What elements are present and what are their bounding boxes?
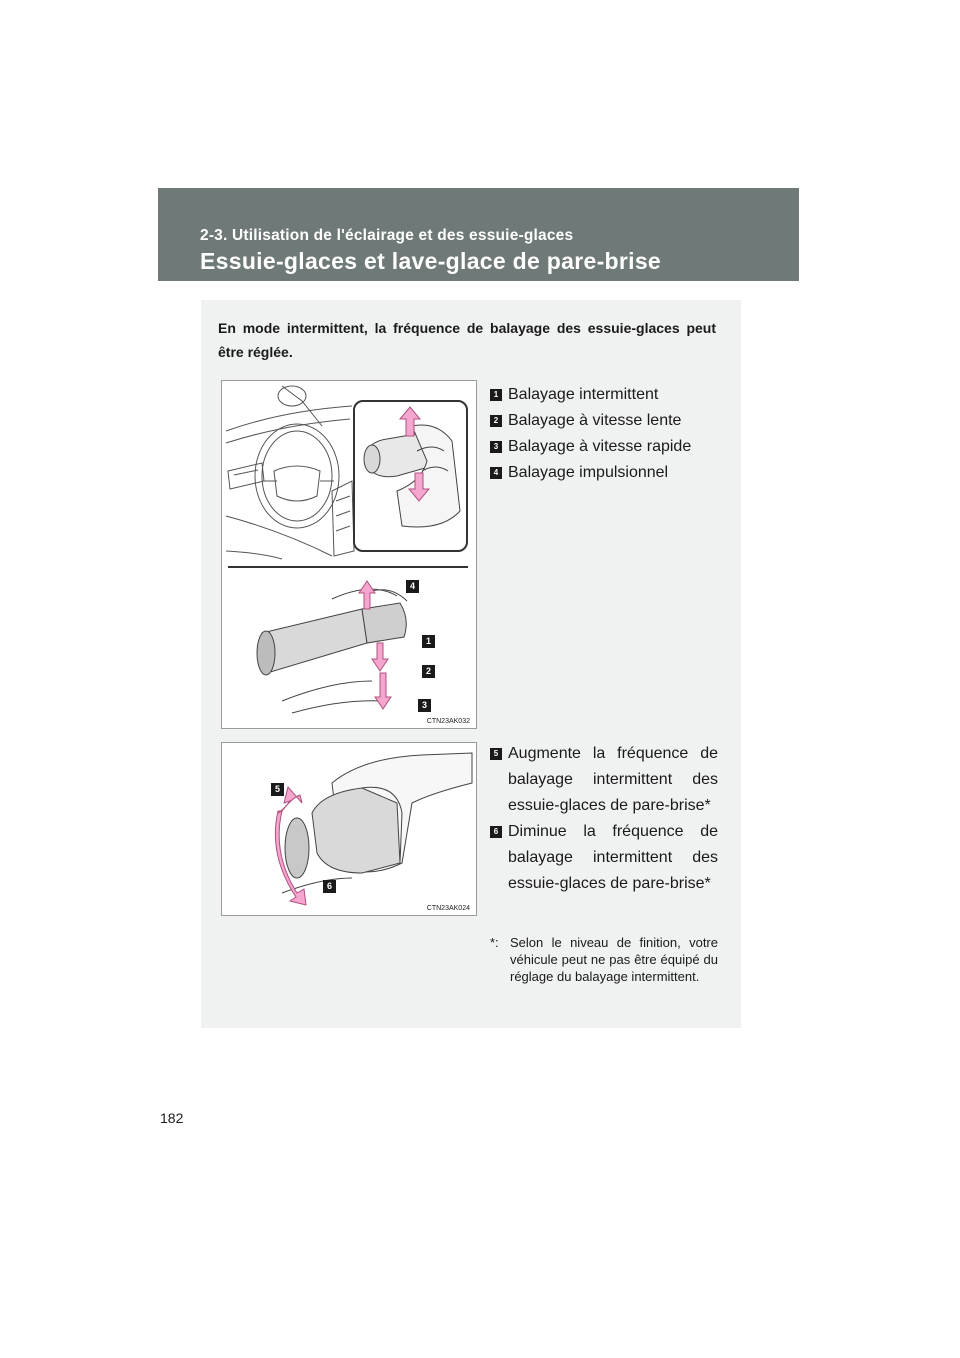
legend-item: [490, 460, 718, 486]
figure-code: CTN23AK024: [426, 905, 470, 912]
legend-text: Balayage à vitesse rapide: [508, 438, 692, 455]
legend-text: Balayage à vitesse lente: [508, 412, 682, 429]
figure-tag-4: 4: [406, 580, 419, 593]
legend-text: Diminue la fréquence de balayage intermittent des essuie-glaces de pare-brise*: [508, 823, 718, 892]
footnote-text: Selon le niveau de finition, votre véhicule peut ne pas être équipé du réglage du balayage intermittent.: [510, 935, 718, 984]
legend-number: 3: [490, 441, 502, 453]
footnote-mark: *:: [490, 935, 499, 950]
legend-number: 5: [490, 748, 502, 760]
figure-tag-6: 6: [323, 880, 336, 893]
wiper-lever-figure: [221, 380, 477, 729]
footnote: [490, 934, 718, 985]
legend-number: 4: [490, 467, 502, 479]
legend-item: [490, 741, 718, 819]
wiper-lever-illustration: [222, 381, 478, 730]
figure-tag-3: 3: [418, 699, 431, 712]
figure-code: CTN23AK032: [426, 718, 470, 725]
legend-number: 2: [490, 415, 502, 427]
section-subtitle: 2-3. Utilisation de l'éclairage et des essuie-glaces: [200, 227, 574, 244]
legend-wiper-modes: [490, 382, 718, 486]
figure-tag-2: 2: [422, 665, 435, 678]
section-header: [158, 188, 799, 281]
legend-text: Balayage impulsionnel: [508, 464, 669, 481]
figure-tag-1: 1: [422, 635, 435, 648]
legend-item: [490, 434, 718, 460]
legend-text: Balayage intermittent: [508, 386, 659, 403]
legend-text: Augmente la fréquence de balayage intermittent des essuie-glaces de pare-brise*: [508, 745, 718, 814]
intermittent-dial-figure: [221, 742, 477, 916]
legend-number: 6: [490, 826, 502, 838]
page-number: 182: [160, 1110, 184, 1126]
legend-number: 1: [490, 389, 502, 401]
legend-frequency: [490, 741, 718, 897]
intro-text: En mode intermittent, la fréquence de balayage des essuie-glaces peut être réglée.: [218, 320, 716, 360]
legend-item: [490, 819, 718, 897]
legend-item: [490, 408, 718, 434]
legend-item: [490, 382, 718, 408]
intermittent-dial-illustration: [222, 743, 478, 917]
content-panel: [201, 300, 741, 1028]
section-title: Essuie-glaces et lave-glace de pare-brise: [200, 248, 662, 274]
figure-tag-5: 5: [271, 783, 284, 796]
